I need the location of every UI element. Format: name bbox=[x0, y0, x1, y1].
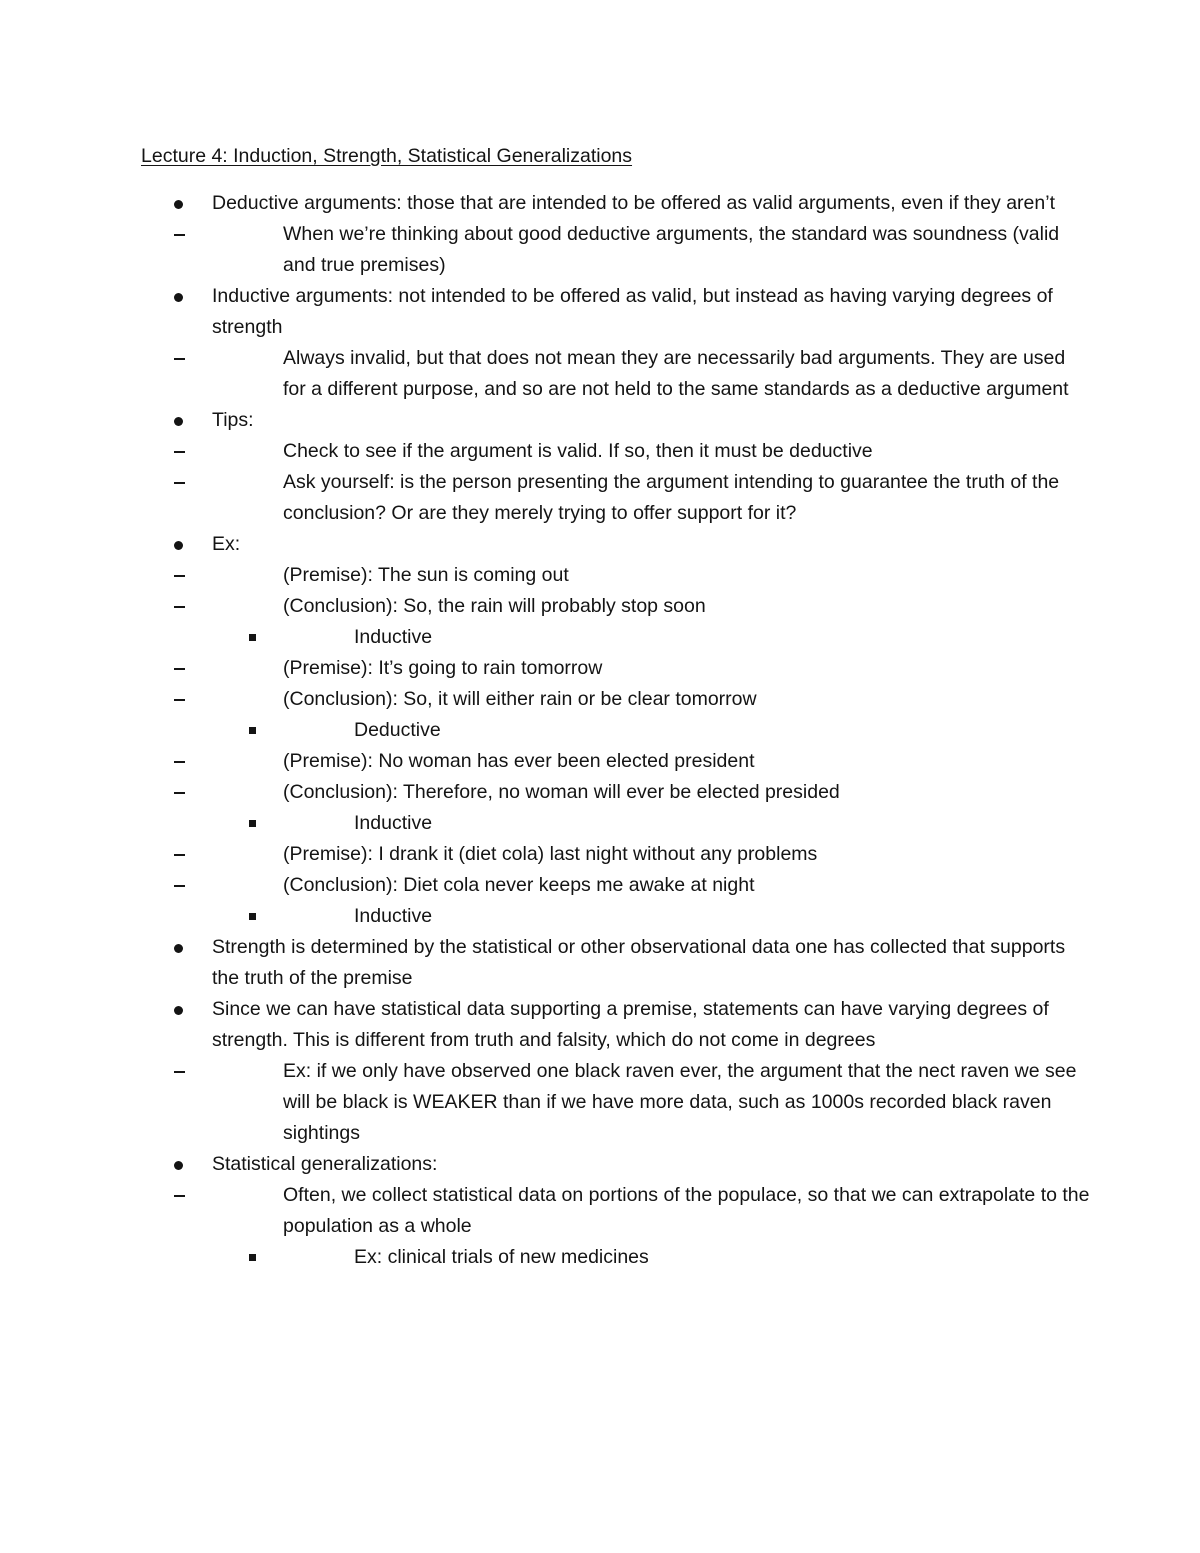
sub-item-text: Ex: if we only have observed one black raven ever, the argument that the nect raven we see will be black is WEAKER than if we have more data, such as 1000s recorded black raven sightings bbox=[283, 1060, 1077, 1144]
sub-sub-item-text: Deductive bbox=[354, 719, 441, 741]
dash-icon bbox=[174, 358, 185, 360]
sub-sub-list bbox=[283, 1242, 1090, 1273]
sub-item-text: (Conclusion): Diet cola never keeps me awake at night bbox=[283, 874, 755, 896]
sub-item bbox=[212, 839, 1090, 870]
dash-icon bbox=[174, 451, 185, 453]
dash-icon bbox=[174, 792, 185, 794]
bullet-text: Strength is determined by the statistical or other observational data one has collected that supports the truth of the premise bbox=[212, 936, 1066, 989]
sub-item-text: Often, we collect statistical data on portions of the populace, so that we can extrapolate to the population as a whole bbox=[283, 1184, 1090, 1237]
sub-list bbox=[212, 560, 1090, 932]
sub-item-text: Always invalid, but that does not mean they are necessarily bad arguments. They are used for a different purpose, and so are not held to the same standards as a deductive argument bbox=[283, 347, 1069, 400]
square-bullet-icon bbox=[249, 1254, 256, 1261]
sub-item bbox=[212, 560, 1090, 591]
sub-item bbox=[212, 746, 1090, 777]
sub-sub-item-text: Inductive bbox=[354, 905, 433, 927]
dash-icon bbox=[174, 699, 185, 701]
bullet-item bbox=[0, 994, 1090, 1149]
bullet-dot-icon bbox=[174, 541, 183, 550]
bullet-text: Since we can have statistical data supporting a premise, statements can have varying degrees of strength. This is different from truth and falsity, which do not come in degrees bbox=[212, 998, 1049, 1051]
bullet-dot-icon bbox=[174, 944, 183, 953]
dash-icon bbox=[174, 575, 185, 577]
sub-item bbox=[212, 436, 1090, 467]
sub-list bbox=[212, 343, 1090, 405]
sub-list bbox=[212, 1180, 1090, 1273]
bullet-text: Statistical generalizations: bbox=[212, 1153, 438, 1175]
sub-sub-list bbox=[283, 622, 1090, 653]
sub-sub-list bbox=[283, 901, 1090, 932]
bullet-dot-icon bbox=[174, 1006, 183, 1015]
dash-icon bbox=[174, 482, 185, 484]
bullet-dot-icon bbox=[174, 1161, 183, 1170]
sub-item bbox=[212, 653, 1090, 684]
square-bullet-icon bbox=[249, 727, 256, 734]
dash-icon bbox=[174, 606, 185, 608]
bullet-item bbox=[0, 281, 1090, 405]
sub-list bbox=[212, 1056, 1090, 1149]
dash-icon bbox=[174, 761, 185, 763]
bullet-text: Inductive arguments: not intended to be offered as valid, but instead as having varying degrees of strength bbox=[212, 285, 1053, 338]
dash-icon bbox=[174, 885, 185, 887]
bullet-item bbox=[0, 932, 1090, 994]
sub-item-text: (Premise): The sun is coming out bbox=[283, 564, 569, 586]
bullet-dot-icon bbox=[174, 200, 183, 209]
sub-sub-item bbox=[283, 808, 1090, 839]
sub-item bbox=[212, 1056, 1090, 1149]
lecture-title: Lecture 4: Induction, Strength, Statistical Generalizations bbox=[141, 145, 633, 167]
sub-sub-list bbox=[283, 715, 1090, 746]
dash-icon bbox=[174, 1195, 185, 1197]
sub-list bbox=[212, 436, 1090, 529]
sub-item bbox=[212, 591, 1090, 653]
sub-item-text: (Premise): It’s going to rain tomorrow bbox=[283, 657, 603, 679]
sub-item-text: (Conclusion): So, the rain will probably stop soon bbox=[283, 595, 706, 617]
sub-sub-item-text: Inductive bbox=[354, 812, 433, 834]
dash-icon bbox=[174, 1071, 185, 1073]
sub-item-text: (Conclusion): Therefore, no woman will ever be elected presided bbox=[283, 781, 840, 803]
dash-icon bbox=[174, 668, 185, 670]
bullet-item bbox=[0, 1149, 1090, 1273]
sub-item-text: When we’re thinking about good deductive arguments, the standard was soundness (valid and true premises) bbox=[283, 223, 1060, 276]
bullet-item bbox=[0, 188, 1090, 281]
dash-icon bbox=[174, 234, 185, 236]
square-bullet-icon bbox=[249, 634, 256, 641]
bullet-item bbox=[0, 405, 1090, 529]
sub-item bbox=[212, 870, 1090, 932]
bullet-dot-icon bbox=[174, 417, 183, 426]
sub-sub-item bbox=[283, 622, 1090, 653]
bullet-dot-icon bbox=[174, 293, 183, 302]
sub-item-text: (Premise): No woman has ever been elected president bbox=[283, 750, 755, 772]
sub-item bbox=[212, 219, 1090, 281]
square-bullet-icon bbox=[249, 913, 256, 920]
sub-sub-item-text: Inductive bbox=[354, 626, 433, 648]
bullet-item bbox=[0, 529, 1090, 932]
sub-sub-item bbox=[283, 1242, 1090, 1273]
bullet-text: Deductive arguments: those that are intended to be offered as valid arguments, even if they aren’t bbox=[212, 192, 1055, 214]
bullet-text: Tips: bbox=[212, 409, 254, 431]
sub-item-text: (Conclusion): So, it will either rain or be clear tomorrow bbox=[283, 688, 757, 710]
notes-list bbox=[0, 188, 1090, 1273]
sub-item bbox=[212, 777, 1090, 839]
sub-item bbox=[212, 684, 1090, 746]
sub-sub-item bbox=[283, 715, 1090, 746]
sub-item bbox=[212, 467, 1090, 529]
sub-item-text: Check to see if the argument is valid. If so, then it must be deductive bbox=[283, 440, 873, 462]
dash-icon bbox=[174, 854, 185, 856]
sub-item-text: (Premise): I drank it (diet cola) last night without any problems bbox=[283, 843, 818, 865]
sub-list bbox=[212, 219, 1090, 281]
sub-sub-list bbox=[283, 808, 1090, 839]
square-bullet-icon bbox=[249, 820, 256, 827]
sub-item bbox=[212, 1180, 1090, 1273]
sub-item-text: Ask yourself: is the person presenting the argument intending to guarantee the truth of the conclusion? Or are they merely trying to offer support for it? bbox=[283, 471, 1060, 524]
sub-sub-item-text: Ex: clinical trials of new medicines bbox=[354, 1246, 649, 1268]
bullet-text: Ex: bbox=[212, 533, 241, 555]
sub-sub-item bbox=[283, 901, 1090, 932]
sub-item bbox=[212, 343, 1090, 405]
